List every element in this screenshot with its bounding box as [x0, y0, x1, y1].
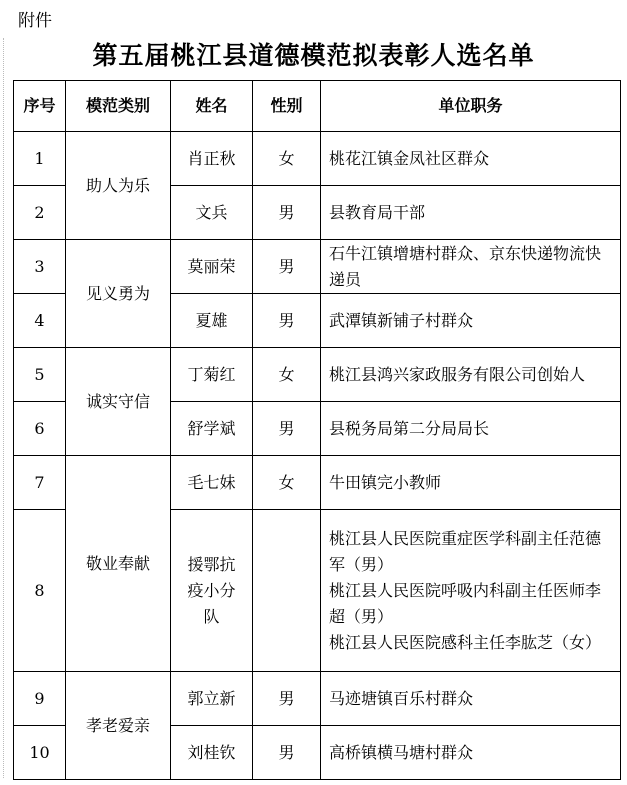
- row-no: 3: [14, 240, 66, 294]
- row-duty: 县税务局第二分局局长: [321, 402, 621, 456]
- row-name: 毛七妹: [171, 456, 253, 510]
- row-no: 2: [14, 186, 66, 240]
- row-no: 5: [14, 348, 66, 402]
- row-name: 郭立新: [171, 672, 253, 726]
- category-cell: 见义勇为: [66, 240, 171, 348]
- category-cell: 诚实守信: [66, 348, 171, 456]
- row-no: 1: [14, 132, 66, 186]
- row-gender: 男: [253, 294, 321, 348]
- row-gender: 男: [253, 726, 321, 780]
- page-margin-guide: [3, 38, 5, 778]
- row-name: 丁菊红: [171, 348, 253, 402]
- attachment-label: 附件: [18, 11, 52, 31]
- row-gender: 男: [253, 402, 321, 456]
- duty-line: 桃江县人民医院重症医学科副主任范德军（男）: [329, 528, 602, 574]
- row-duty: 桃花江镇金凤社区群众: [321, 132, 621, 186]
- row-duty: 牛田镇完小教师: [321, 456, 621, 510]
- row-duty: 高桥镇横马塘村群众: [321, 726, 621, 780]
- row-duty: [321, 510, 621, 672]
- category-cell: 助人为乐: [66, 132, 171, 240]
- table-header-row: [14, 81, 621, 132]
- header-duty: 单位职务: [321, 81, 621, 132]
- header-name: 姓名: [171, 81, 253, 132]
- row-duty: 县教育局干部: [321, 186, 621, 240]
- row-duty: 石牛江镇增塘村群众、京东快递物流快递员: [321, 240, 621, 294]
- row-duty: 马迹塘镇百乐村群众: [321, 672, 621, 726]
- row-gender: 男: [253, 240, 321, 294]
- table-row: [14, 456, 621, 510]
- row-no: 9: [14, 672, 66, 726]
- row-name: 文兵: [171, 186, 253, 240]
- row-name: 肖正秋: [171, 132, 253, 186]
- row-name: 莫丽荣: [171, 240, 253, 294]
- row-gender: 女: [253, 132, 321, 186]
- row-no: 7: [14, 456, 66, 510]
- table-row: [14, 240, 621, 294]
- row-name: 援鄂抗疫小分队: [171, 510, 253, 672]
- row-gender: 女: [253, 456, 321, 510]
- duty-line: 桃江县人民医院呼吸内科副主任医师李超（男）: [329, 580, 602, 626]
- row-gender: 男: [253, 672, 321, 726]
- row-no: 10: [14, 726, 66, 780]
- row-name: 夏雄: [171, 294, 253, 348]
- row-name: 舒学斌: [171, 402, 253, 456]
- header-category: 模范类别: [66, 81, 171, 132]
- table-row: [14, 348, 621, 402]
- row-gender: [253, 510, 321, 672]
- candidates-table: [13, 80, 621, 780]
- row-gender: 男: [253, 186, 321, 240]
- duty-line: 桃江县人民医院感科主任李肱芝（女）: [329, 632, 602, 652]
- table-row: [14, 132, 621, 186]
- page-title: 第五届桃江县道德模范拟表彰人选名单: [92, 41, 535, 70]
- header-no: 序号: [14, 81, 66, 132]
- row-gender: 女: [253, 348, 321, 402]
- header-gender: 性别: [253, 81, 321, 132]
- row-no: 4: [14, 294, 66, 348]
- category-cell: 敬业奉献: [66, 456, 171, 672]
- table-row: [14, 672, 621, 726]
- row-no: 6: [14, 402, 66, 456]
- row-no: 8: [14, 510, 66, 672]
- row-duty: 桃江县鸿兴家政服务有限公司创始人: [321, 348, 621, 402]
- row-duty: 武潭镇新铺子村群众: [321, 294, 621, 348]
- row-name: 刘桂钦: [171, 726, 253, 780]
- category-cell: 孝老爱亲: [66, 672, 171, 780]
